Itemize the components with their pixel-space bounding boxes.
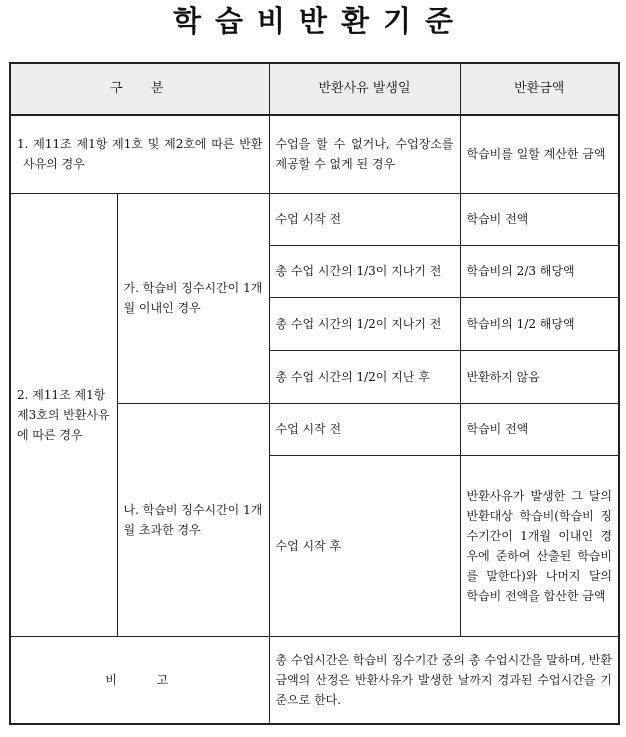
table-row	[10, 115, 619, 193]
row2b-item1-amount: 학습비 전액	[460, 403, 619, 455]
table-header-row	[10, 63, 619, 115]
table-row	[10, 193, 619, 245]
row2b-item2-amount: 반환사유가 발생한 그 달의 반환대상 학습비(학습비 징수기간이 1개월 이내인 경우에 준하여 산출된 학습비를 말한다)와 나머지 달의 학습비 전액을 합산한 금액	[460, 455, 619, 636]
row2-category: 2. 제11조 제1항 제3호의 반환사유에 따른 경우	[10, 193, 117, 636]
row2a-item2-amount: 학습비의 2/3 해당액	[460, 245, 619, 297]
row2b-item1-occurrence: 수업 시작 전	[269, 403, 460, 455]
row2a-item3-amount: 학습비의 1/2 해당액	[460, 297, 619, 350]
remarks-row	[10, 636, 619, 724]
header-category: 구 분	[10, 63, 269, 115]
header-occurrence-date: 반환사유 발생일	[269, 63, 460, 115]
row1-occurrence: 수업을 할 수 없거나, 수업장소를 제공할 수 없게 된 경우	[269, 115, 460, 193]
header-refund-amount: 반환금액	[460, 63, 619, 115]
row2a-item4-occurrence: 총 수업 시간의 1/2이 지난 후	[269, 350, 460, 403]
row2a-item1-amount: 학습비 전액	[460, 193, 619, 245]
row2a-item2-occurrence: 총 수업 시간의 1/3이 지나기 전	[269, 245, 460, 297]
row2a-item1-occurrence: 수업 시작 전	[269, 193, 460, 245]
refund-criteria-table	[9, 62, 620, 725]
row2a-item4-amount: 반환하지 않음	[460, 350, 619, 403]
remarks-label: 비 고	[10, 636, 269, 724]
row2a-item3-occurrence: 총 수업 시간의 1/2이 지나기 전	[269, 297, 460, 350]
row1-amount: 학습비를 일할 계산한 금액	[460, 115, 619, 193]
row2a-label: 가. 학습비 징수시간이 1개월 이내인 경우	[117, 193, 269, 403]
remarks-text: 총 수업시간은 학습비 징수기간 중의 총 수업시간을 말하며, 반환금액의 산정은 반환사유가 발생한 날까지 경과된 수업시간을 기준으로 한다.	[269, 636, 619, 724]
row1-category: 1. 제11조 제1항 제1호 및 제2호에 따른 반환사유의 경우	[10, 115, 269, 193]
page-title: 학습비반환기준	[172, 4, 468, 38]
row2b-label: 나. 학습비 징수시간이 1개월 초과한 경우	[117, 403, 269, 636]
row2b-item2-occurrence: 수업 시작 후	[269, 455, 460, 636]
